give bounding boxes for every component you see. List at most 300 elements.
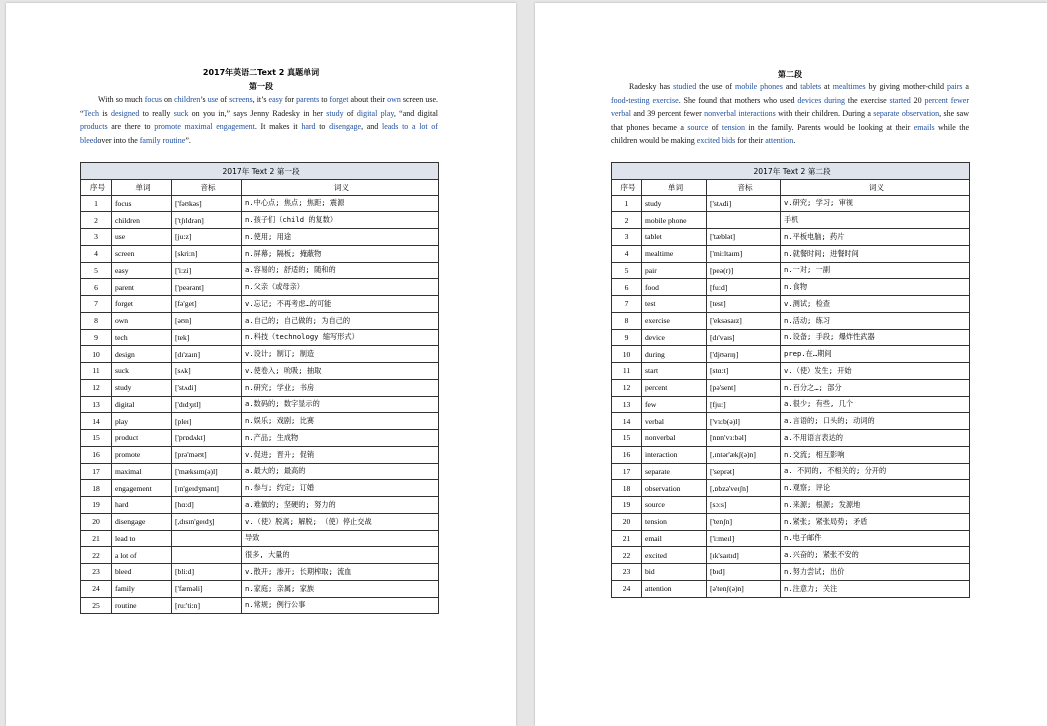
row-number: 1 <box>612 195 642 212</box>
row-number: 23 <box>81 564 112 581</box>
table-row <box>612 329 970 346</box>
table-row <box>81 564 439 581</box>
table-row <box>81 413 439 430</box>
highlighted-word: own <box>387 95 401 104</box>
definition-cell: n.来源; 根源; 发源地 <box>781 497 970 514</box>
phonetic-cell: ['tʃɪldrən] <box>172 212 242 229</box>
highlighted-word: digital play <box>356 108 394 118</box>
highlighted-word: emails <box>913 122 935 132</box>
table-row <box>81 430 439 447</box>
phonetic-cell: ['tæblət] <box>707 229 781 246</box>
word-cell: forget <box>112 296 172 313</box>
definition-cell: n.努力尝试; 出价 <box>781 564 970 581</box>
phonetic-cell: [fu:d] <box>707 279 781 296</box>
definition-cell: a.兴奋的; 紧张不安的 <box>781 547 970 564</box>
table-row <box>81 547 439 564</box>
word-cell: disengage <box>112 513 172 530</box>
table-row <box>612 547 970 564</box>
table-caption: 2017年 Text 2 第一段 <box>81 163 439 180</box>
row-number: 21 <box>81 530 112 547</box>
definition-cell: a.数码的; 数字显示的 <box>242 396 439 413</box>
row-number: 5 <box>81 262 112 279</box>
passage-text: ”. <box>185 135 191 145</box>
definition-cell: n.就餐时间; 进餐时间 <box>781 245 970 262</box>
definition-cell: v.研究; 学习; 审视 <box>781 195 970 212</box>
highlighted-word: designed <box>110 108 140 118</box>
word-cell: hard <box>112 497 172 514</box>
table-row <box>612 229 970 246</box>
definition-cell: v.散开; 渗开; 长期榨取; 流血 <box>242 564 439 581</box>
definition-cell: a. 不同的, 不相关的; 分开的 <box>781 463 970 480</box>
row-number: 8 <box>612 312 642 329</box>
highlighted-word: pairs <box>946 82 963 91</box>
row-number: 19 <box>612 497 642 514</box>
row-number: 2 <box>612 212 642 229</box>
column-header: 音标 <box>172 180 242 196</box>
table-row <box>612 513 970 530</box>
word-cell: test <box>642 296 707 313</box>
word-cell: device <box>642 329 707 346</box>
table-caption: 2017年 Text 2 第二段 <box>612 163 970 180</box>
phonetic-cell: [bɪd] <box>707 564 781 581</box>
table-row <box>81 463 439 480</box>
phonetic-cell: [ɪn'geɪdʒmənt] <box>172 480 242 497</box>
word-cell: percent <box>642 379 707 396</box>
highlighted-word: family routine <box>139 135 186 145</box>
phonetic-cell: [pə'sent] <box>707 379 781 396</box>
word-cell: tension <box>642 513 707 530</box>
table-row <box>612 245 970 262</box>
word-cell: source <box>642 497 707 514</box>
row-number: 24 <box>81 580 112 597</box>
table-row <box>81 446 439 463</box>
phonetic-cell: [skri:n] <box>172 245 242 262</box>
phonetic-cell: [prə'məʊt] <box>172 446 242 463</box>
definition-cell: prep.在…期间 <box>781 346 970 363</box>
passage-text: and 39 percent fewer <box>631 109 705 119</box>
row-number: 9 <box>612 329 642 346</box>
definition-cell: n.屏幕; 隔板; 掩蔽物 <box>242 245 439 262</box>
definition-cell: n.百分之…; 部分 <box>781 379 970 396</box>
highlighted-word: started <box>889 95 911 105</box>
definition-cell: v.设计; 制订; 制造 <box>242 346 439 363</box>
phonetic-cell: [sʌk] <box>172 363 242 380</box>
highlighted-word: excited bids <box>696 136 736 146</box>
phonetic-cell: [əʊn] <box>172 312 242 329</box>
passage-text: - <box>625 95 629 105</box>
table-row <box>81 497 439 514</box>
row-number: 12 <box>81 379 112 396</box>
passage-text: over into the <box>97 135 140 145</box>
phonetic-cell <box>707 212 781 229</box>
word-cell: mealtime <box>642 245 707 262</box>
definition-cell: n.孩子们（child 的复数） <box>242 212 439 229</box>
phonetic-cell: [stɑ:t] <box>707 363 781 380</box>
table-row <box>612 430 970 447</box>
definition-cell: v.（使）发生; 开始 <box>781 363 970 380</box>
word-cell: excited <box>642 547 707 564</box>
row-number: 17 <box>81 463 112 480</box>
passage-paragraph <box>80 93 438 147</box>
highlighted-word: promote maximal engagement <box>154 122 255 132</box>
phonetic-cell: [ə'tenʃ(ə)n] <box>707 580 781 597</box>
definition-cell: n.交流; 相互影响 <box>781 446 970 463</box>
highlighted-word: source <box>687 122 709 132</box>
definition-cell: n.中心点; 焦点; 焦距; 震源 <box>242 195 439 212</box>
word-cell: screen <box>112 245 172 262</box>
table-header-row <box>81 180 439 196</box>
word-cell: bleed <box>112 564 172 581</box>
word-cell: attention <box>642 580 707 597</box>
phonetic-cell: [,ɒbzə'veɪʃn] <box>707 480 781 497</box>
passage-text: 20 <box>910 95 925 105</box>
passage-text: , “and digital <box>393 108 438 118</box>
word-cell: digital <box>112 396 172 413</box>
row-number: 11 <box>612 363 642 380</box>
row-number: 6 <box>81 279 112 296</box>
passage-text: for <box>282 95 297 104</box>
phonetic-cell: [,ɪntər'ækʃ(ə)n] <box>707 446 781 463</box>
row-number: 23 <box>612 564 642 581</box>
definition-cell: n.紧张; 紧张局势; 矛盾 <box>781 513 970 530</box>
section-heading: 第一段 <box>249 82 273 91</box>
row-number: 15 <box>81 430 112 447</box>
word-cell: children <box>112 212 172 229</box>
definition-cell: a.自己的; 自己做的; 为自己的 <box>242 312 439 329</box>
passage-text: is <box>99 108 111 118</box>
table-row <box>81 229 439 246</box>
word-cell: during <box>642 346 707 363</box>
definition-cell: 手机 <box>781 212 970 229</box>
highlighted-word: forget <box>329 95 349 104</box>
highlighted-word: hard <box>301 122 316 132</box>
word-cell: email <box>642 530 707 547</box>
table-row <box>81 363 439 380</box>
table-row <box>81 279 439 296</box>
row-number: 9 <box>81 329 112 346</box>
word-cell: a lot of <box>112 547 172 564</box>
phonetic-cell: ['mi:ltaɪm] <box>707 245 781 262</box>
column-header: 词义 <box>781 180 970 196</box>
definition-cell: a.最大的; 最高的 <box>242 463 439 480</box>
passage-text: . It makes it <box>254 122 302 132</box>
word-cell: tech <box>112 329 172 346</box>
passage-text: about their <box>348 95 388 104</box>
vocab-table <box>611 162 970 598</box>
passage-text: on <box>162 95 175 104</box>
highlighted-word: products <box>80 122 108 132</box>
highlighted-word: mealtimes <box>832 82 866 91</box>
highlighted-word: study <box>326 108 344 118</box>
definition-cell: n.科技（technology 缩写形式） <box>242 329 439 346</box>
definition-cell: 很多, 大量的 <box>242 547 439 564</box>
definition-cell: v.忘记; 不再考虑…的可能 <box>242 296 439 313</box>
word-cell: parent <box>112 279 172 296</box>
word-cell: use <box>112 229 172 246</box>
highlighted-word: nonverbal interactions <box>704 109 776 119</box>
row-number: 15 <box>612 430 642 447</box>
row-number: 25 <box>81 597 112 614</box>
passage-text: . She found that mothers who used <box>678 95 798 105</box>
highlighted-word: easy <box>268 95 283 104</box>
passage-text: of <box>218 95 230 104</box>
phonetic-cell: ['stʌdi] <box>172 379 242 396</box>
passage-text: a <box>962 82 969 91</box>
row-number: 20 <box>612 513 642 530</box>
row-number: 13 <box>612 396 642 413</box>
definition-cell: n.父亲（或母亲） <box>242 279 439 296</box>
row-number: 3 <box>81 229 112 246</box>
passage-text: at <box>821 82 833 91</box>
highlighted-word: separate <box>873 109 900 119</box>
passage-text: to <box>319 95 330 104</box>
definition-cell: n.设备; 手段; 爆炸性武器 <box>781 329 970 346</box>
table-row <box>612 463 970 480</box>
word-cell: observation <box>642 480 707 497</box>
phonetic-cell: [bli:d] <box>172 564 242 581</box>
table-row <box>612 379 970 396</box>
table-row <box>612 580 970 597</box>
word-cell: play <box>112 413 172 430</box>
table-row <box>81 346 439 363</box>
definition-cell: a.容易的; 舒适的; 随和的 <box>242 262 439 279</box>
word-cell: family <box>112 580 172 597</box>
table-row <box>612 195 970 212</box>
phonetic-cell: [test] <box>707 296 781 313</box>
row-number: 12 <box>612 379 642 396</box>
phonetic-cell: [nɒn'vɜ:bəl] <box>707 430 781 447</box>
passage-paragraph <box>611 80 969 148</box>
word-cell: separate <box>642 463 707 480</box>
definition-cell: n.食物 <box>781 279 970 296</box>
definition-cell: v.使卷入; 吮吸; 抽取 <box>242 363 439 380</box>
word-cell: own <box>112 312 172 329</box>
table-row <box>81 245 439 262</box>
phonetic-cell <box>172 547 242 564</box>
passage-text: to <box>315 122 330 132</box>
word-cell: nonverbal <box>642 430 707 447</box>
passage-text: ’s <box>200 95 208 104</box>
definition-cell: n.注意力; 关注 <box>781 580 970 597</box>
section-heading: 第二段 <box>778 70 802 79</box>
definition-cell: n.产品; 生成物 <box>242 430 439 447</box>
word-cell: suck <box>112 363 172 380</box>
phonetic-cell: ['djʊərɪŋ] <box>707 346 781 363</box>
table-row <box>81 379 439 396</box>
phonetic-cell: [hɑ:d] <box>172 497 242 514</box>
word-cell: tablet <box>642 229 707 246</box>
row-number: 18 <box>81 480 112 497</box>
phonetic-cell: ['tenʃn] <box>707 513 781 530</box>
passage-text: on you in,” says Jenny Radesky in her <box>188 108 327 118</box>
phonetic-cell: [fə'get] <box>172 296 242 313</box>
row-number: 1 <box>81 195 112 212</box>
row-number: 22 <box>612 547 642 564</box>
passage-text: . <box>793 136 796 146</box>
passage-text: the use of <box>696 82 735 91</box>
definition-cell: 导致 <box>242 530 439 547</box>
passage-text: and <box>782 82 801 91</box>
word-cell: engagement <box>112 480 172 497</box>
table-row <box>81 530 439 547</box>
definition-cell: n.常规; 例行公事 <box>242 597 439 614</box>
word-cell: focus <box>112 195 172 212</box>
word-cell: study <box>112 379 172 396</box>
document-page-1 <box>6 3 516 726</box>
table-row <box>81 212 439 229</box>
phonetic-cell: ['stʌdi] <box>707 195 781 212</box>
row-number: 7 <box>81 296 112 313</box>
definition-cell: n.参与; 约定; 订婚 <box>242 480 439 497</box>
word-cell: interaction <box>642 446 707 463</box>
table-row <box>612 530 970 547</box>
table-row <box>81 262 439 279</box>
definition-cell: n.活动; 练习 <box>781 312 970 329</box>
row-number: 4 <box>81 245 112 262</box>
phonetic-cell: ['prɒdʌkt] <box>172 430 242 447</box>
highlighted-word: suck <box>173 108 189 118</box>
passage-text: of <box>343 108 357 118</box>
highlighted-word: food <box>611 95 626 105</box>
passage-text: Radesky has <box>629 82 674 91</box>
phonetic-cell: [ru:'ti:n] <box>172 597 242 614</box>
word-cell: promote <box>112 446 172 463</box>
word-cell: start <box>642 363 707 380</box>
table-row <box>612 564 970 581</box>
row-number: 14 <box>81 413 112 430</box>
highlighted-word: use <box>207 95 219 104</box>
definition-cell: a.不用语言表达的 <box>781 430 970 447</box>
row-number: 7 <box>612 296 642 313</box>
definition-cell: a.言语的; 口头的; 动词的 <box>781 413 970 430</box>
word-cell: mobile phone <box>642 212 707 229</box>
word-cell: maximal <box>112 463 172 480</box>
row-number: 3 <box>612 229 642 246</box>
definition-cell: v.促进; 晋升; 促销 <box>242 446 439 463</box>
passage-text: while the children would be making <box>611 122 970 146</box>
passage-text: of <box>708 122 722 132</box>
row-number: 4 <box>612 245 642 262</box>
table-row <box>612 363 970 380</box>
table-row <box>612 346 970 363</box>
vocab-table <box>80 162 439 614</box>
phonetic-cell: [dɪ'vaɪs] <box>707 329 781 346</box>
word-cell: pair <box>642 262 707 279</box>
table-row <box>612 212 970 229</box>
table-row <box>81 312 439 329</box>
phonetic-cell: [peə(r)] <box>707 262 781 279</box>
word-cell: bid <box>642 564 707 581</box>
table-row <box>612 312 970 329</box>
document-title: 2017年英语二Text 2 真题单词 <box>202 68 320 77</box>
passage-text: to really <box>139 108 174 118</box>
highlighted-word: devices during <box>797 95 846 105</box>
row-number: 10 <box>81 346 112 363</box>
phonetic-cell: ['seprət] <box>707 463 781 480</box>
phonetic-cell: [sɔ:s] <box>707 497 781 514</box>
phonetic-cell: [,dɪsɪn'geɪdʒ] <box>172 513 242 530</box>
row-number: 16 <box>81 446 112 463</box>
passage-text: , it’s <box>252 95 269 104</box>
table-row <box>612 262 970 279</box>
table-row <box>612 480 970 497</box>
word-cell: lead to <box>112 530 172 547</box>
passage-text: , and <box>361 122 382 132</box>
table-row <box>612 396 970 413</box>
highlighted-word: tension <box>721 122 745 132</box>
phonetic-cell: [ju:z] <box>172 229 242 246</box>
table-row <box>81 597 439 614</box>
column-header: 单词 <box>642 180 707 196</box>
definition-cell: n.观察; 评论 <box>781 480 970 497</box>
definition-cell: a.很少; 有些, 几个 <box>781 396 970 413</box>
phonetic-cell: ['mæksɪm(ə)l] <box>172 463 242 480</box>
phonetic-cell: ['i:zi] <box>172 262 242 279</box>
highlighted-word: screens <box>229 95 253 104</box>
word-cell: food <box>642 279 707 296</box>
passage-text: are there to <box>107 122 155 132</box>
phonetic-cell: ['dɪdʒɪtl] <box>172 396 242 413</box>
table-row <box>81 396 439 413</box>
passage-text: by giving mother-child <box>865 82 947 91</box>
table-row <box>612 497 970 514</box>
phonetic-cell: [pleɪ] <box>172 413 242 430</box>
definition-cell: v.测试; 检查 <box>781 296 970 313</box>
column-header: 单词 <box>112 180 172 196</box>
word-cell: study <box>642 195 707 212</box>
table-row <box>612 413 970 430</box>
table-row <box>612 296 970 313</box>
passage-text: screen use. “ <box>80 95 439 118</box>
highlighted-word: attention <box>765 136 794 146</box>
definition-cell: n.娱乐; 戏剧; 比赛 <box>242 413 439 430</box>
highlighted-word: tablets <box>800 82 822 91</box>
word-cell: product <box>112 430 172 447</box>
definition-cell: n.平板电脑; 药片 <box>781 229 970 246</box>
phonetic-cell: ['vɜ:b(ə)l] <box>707 413 781 430</box>
passage-text: in the family. Parents would be looking at their <box>744 122 914 132</box>
row-number: 8 <box>81 312 112 329</box>
word-cell: few <box>642 396 707 413</box>
word-cell: exercise <box>642 312 707 329</box>
table-header-row <box>612 180 970 196</box>
row-number: 14 <box>612 413 642 430</box>
highlighted-word: mobile phones <box>735 82 783 91</box>
definition-cell: n.使用; 用途 <box>242 229 439 246</box>
table-row <box>81 296 439 313</box>
row-number: 21 <box>612 530 642 547</box>
table-row <box>612 279 970 296</box>
phonetic-cell: [dɪ'zaɪn] <box>172 346 242 363</box>
word-cell: verbal <box>642 413 707 430</box>
highlighted-word: disengage <box>329 122 362 132</box>
table-row <box>81 580 439 597</box>
row-number: 24 <box>612 580 642 597</box>
definition-cell: n.一对; 一副 <box>781 262 970 279</box>
highlighted-word: percent fewer verbal <box>611 95 970 119</box>
highlighted-word: children <box>174 95 201 104</box>
document-page-2 <box>535 3 1047 726</box>
phonetic-cell: ['i:meɪl] <box>707 530 781 547</box>
row-number: 20 <box>81 513 112 530</box>
passage-text: for their <box>735 136 766 146</box>
phonetic-cell: [tek] <box>172 329 242 346</box>
definition-cell: a.难做的; 坚硬的; 努力的 <box>242 497 439 514</box>
passage-text: , she saw that phones became a <box>611 109 970 132</box>
word-cell: design <box>112 346 172 363</box>
row-number: 17 <box>612 463 642 480</box>
phonetic-cell: ['peərənt] <box>172 279 242 296</box>
